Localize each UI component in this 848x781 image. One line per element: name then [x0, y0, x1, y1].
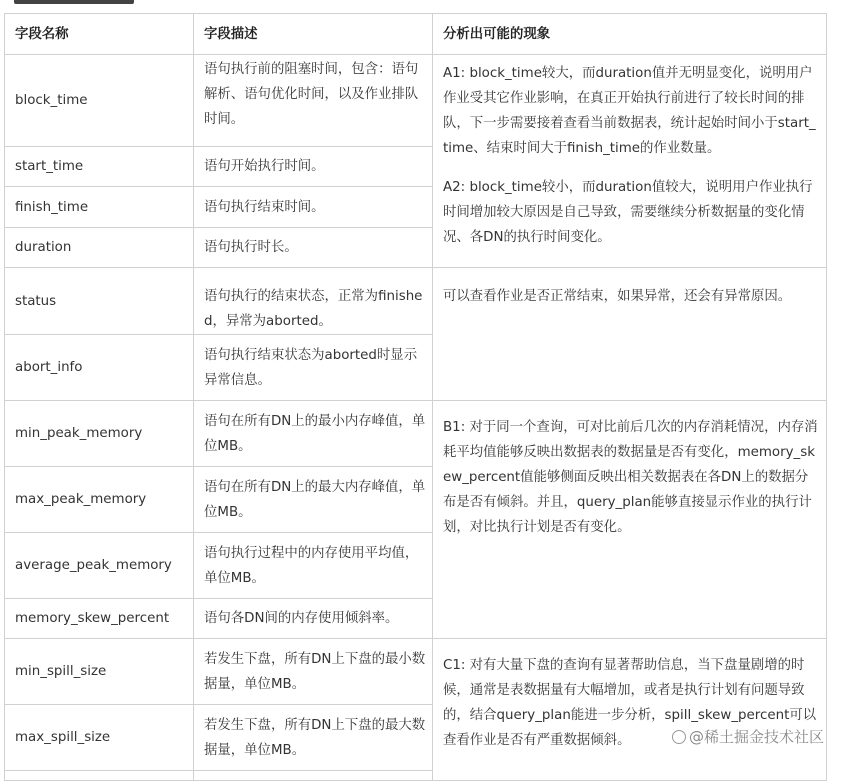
- analysis-cell-a: [433, 55, 827, 268]
- header-field-name: 字段名称: [5, 14, 194, 55]
- analysis-b1: B1: 对于同一个查询，可对比前后几次的内存消耗情况，内存消耗平均值能够反映出数据表的数据量是否有变化，memory_skew_percent值能够侧面反映出相关数据表在各DN上的数据分布是否有倾斜。并且，query_plan能够直接显示作业的执行计划，对比执行计划是否有变化。: [433, 401, 827, 639]
- watermark-text: @稀土掘金技术社区: [688, 728, 824, 746]
- analysis-status: 可以查看作业是否正常结束，如果异常，还会有异常原因。: [433, 268, 827, 401]
- table-row: [5, 639, 827, 705]
- field-name: max_peak_memory: [5, 467, 194, 533]
- watermark: [670, 726, 826, 747]
- field-name: min_spill_size: [5, 639, 194, 705]
- table-header-row: [5, 14, 827, 55]
- field-desc: 语句执行前的阻塞时间，包含：语句解析、语句优化时间，以及作业排队时间。: [194, 55, 433, 147]
- field-desc: 语句执行结束时间。: [194, 187, 433, 228]
- field-name: max_spill_size: [5, 705, 194, 771]
- table-row: [5, 401, 827, 467]
- field-name: block_time: [5, 55, 194, 147]
- field-name: min_peak_memory: [5, 401, 194, 467]
- field-name: average_peak_memory: [5, 533, 194, 599]
- query-fields-table: [4, 13, 827, 781]
- field-desc: 语句在所有DN上的最大内存峰值，单位MB。: [194, 467, 433, 533]
- field-name-empty: [5, 771, 194, 781]
- field-name: start_time: [5, 147, 194, 187]
- header-field-desc: 字段描述: [194, 14, 433, 55]
- field-desc: 若发生下盘，所有DN上下盘的最小数据量，单位MB。: [194, 639, 433, 705]
- field-desc: 语句执行时长。: [194, 228, 433, 268]
- analysis-a2: A2: block_time较小，而duration值较大，说明用户作业执行时间增加较大原因是自己导致，需要继续分析数据量的变化情况、各DN的执行时间变化。: [443, 180, 813, 245]
- table-row: [5, 55, 827, 147]
- field-desc-empty: [194, 771, 433, 781]
- field-desc: 语句执行结束状态为aborted时显示异常信息。: [194, 335, 433, 401]
- field-desc: 语句开始执行时间。: [194, 147, 433, 187]
- field-name: memory_skew_percent: [5, 599, 194, 639]
- header-analysis: 分析出可能的现象: [433, 14, 827, 55]
- watermark-logo-icon: [672, 730, 686, 744]
- field-name: status: [5, 268, 194, 335]
- field-desc: 语句各DN间的内存使用倾斜率。: [194, 599, 433, 639]
- analysis-a1: A1: block_time较大，而duration值并无明显变化，说明用户作业受其它作业影响，在真正开始执行前进行了较长时间的排队，下一步需要接着查看当前数据表，统计起始时间小于start_time、结束时间大于finish_time的作业数量。: [443, 66, 816, 156]
- field-desc: 若发生下盘，所有DN上下盘的最大数据量，单位MB。: [194, 705, 433, 771]
- field-desc: 语句执行的结束状态，正常为finished，异常为aborted。: [194, 268, 433, 335]
- field-name: duration: [5, 228, 194, 268]
- table-row: [5, 268, 827, 335]
- field-name: abort_info: [5, 335, 194, 401]
- field-desc: 语句在所有DN上的最小内存峰值，单位MB。: [194, 401, 433, 467]
- analysis-c1: C1: 对有大量下盘的查询有显著帮助信息，当下盘量剧增的时候，通常是表数据量有大幅增加，或者是执行计划有问题导致的，结合query_plan能进一步分析，spill_skew_percent可以查看作业是否有严重数据倾斜。: [433, 639, 827, 781]
- heading-fragment: [14, 0, 134, 4]
- field-desc: 语句执行过程中的内存使用平均值，单位MB。: [194, 533, 433, 599]
- field-name: finish_time: [5, 187, 194, 228]
